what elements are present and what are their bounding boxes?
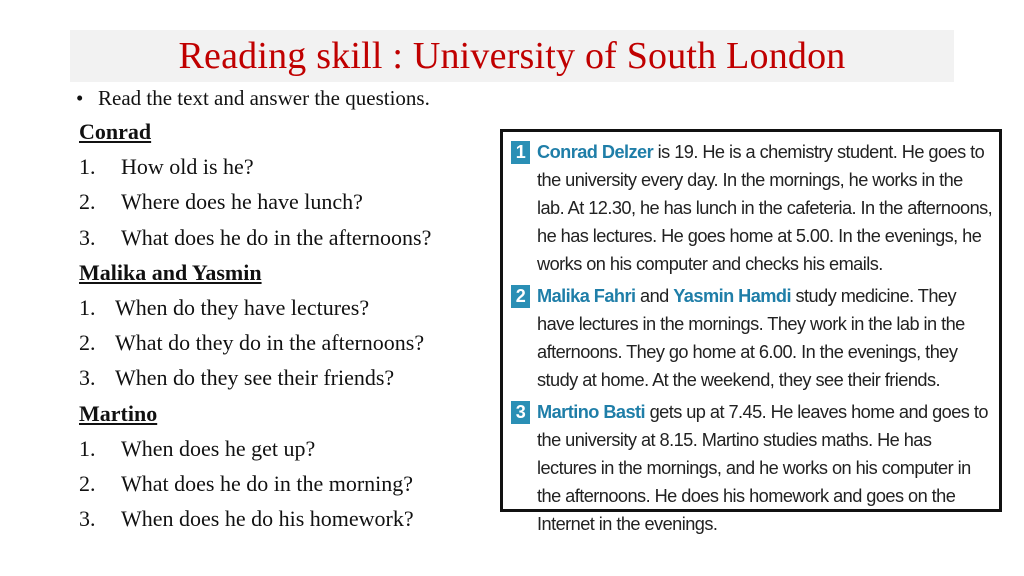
question-number: 3.	[79, 365, 96, 391]
question-number: 2.	[79, 189, 96, 215]
question-number: 3.	[79, 224, 96, 250]
reading-text-box	[500, 129, 1002, 534]
slide-title: Reading skill : University of South London	[178, 35, 846, 77]
question-text: When do they have lectures?	[115, 294, 370, 320]
passage-text: study medicine. They have lectures in the mornings. They work in the lab in the afternoons. They go home at 6.00. In the evenings, they study at home. At the weekend, they see their friends.	[537, 286, 965, 390]
question-text: When do they see their friends?	[115, 365, 395, 391]
student-name: Malika Fahri	[537, 286, 636, 306]
instruction-text: Read the text and answer the questions.	[98, 86, 430, 110]
question-item	[79, 364, 499, 399]
passage-text: is 19. He is a chemistry student. He goes to the university every day. In the mornings, he works in the lab. At 12.30, he has lunch in the cafeteria. In the afternoons, he has lectures. He goes home at 5.00. In the evenings, he works on his computer and checks his emails.	[537, 142, 993, 274]
question-text: What do they do in the afternoons?	[115, 330, 425, 356]
section-heading-martino: Martino	[79, 400, 158, 426]
passage-conrad	[511, 138, 993, 278]
student-name: Yasmin Hamdi	[673, 286, 791, 306]
question-text: How old is he?	[121, 154, 254, 180]
question-item	[79, 224, 499, 259]
question-number: 1.	[79, 435, 96, 461]
student-name: Martino Basti	[537, 402, 646, 422]
instruction	[76, 85, 430, 111]
passage-martino	[511, 398, 993, 538]
question-number: 2.	[79, 470, 96, 496]
passage-number-badge: 1	[511, 141, 530, 164]
question-item	[79, 329, 499, 364]
question-item	[79, 435, 499, 470]
passage-text: gets up at 7.45. He leaves home and goes to the university at 8.15. Martino studies maths. He has lectures in the mornings, and he works on his computer in the afternoons. He does his homework and goes on the Internet in the evenings.	[537, 402, 988, 534]
section-heading-conrad: Conrad	[79, 119, 152, 144]
student-name: Conrad Delzer	[537, 142, 654, 162]
question-text: What does he do in the morning?	[121, 470, 414, 496]
question-text: When does he do his homework?	[121, 506, 414, 532]
question-text: What does he do in the afternoons?	[121, 224, 432, 250]
passage-number-badge: 3	[511, 401, 530, 424]
passage-malika-yasmin	[511, 282, 993, 394]
question-item	[79, 470, 499, 505]
question-text: When does he get up?	[121, 435, 316, 461]
question-text: Where does he have lunch?	[121, 189, 363, 215]
question-item	[79, 294, 499, 329]
passage-connector: and	[635, 286, 674, 306]
question-number: 1.	[79, 154, 96, 180]
question-item	[79, 505, 499, 540]
questions-list	[79, 118, 499, 540]
passage-number-badge: 2	[511, 285, 530, 308]
question-item	[79, 188, 499, 223]
question-number: 2.	[79, 330, 96, 356]
question-item	[79, 153, 499, 188]
section-heading-malika-yasmin: Malika and Yasmin	[79, 259, 262, 285]
bullet-icon: •	[76, 86, 84, 110]
title-bar	[70, 30, 954, 82]
question-number: 3.	[79, 506, 96, 532]
question-number: 1.	[79, 294, 96, 320]
